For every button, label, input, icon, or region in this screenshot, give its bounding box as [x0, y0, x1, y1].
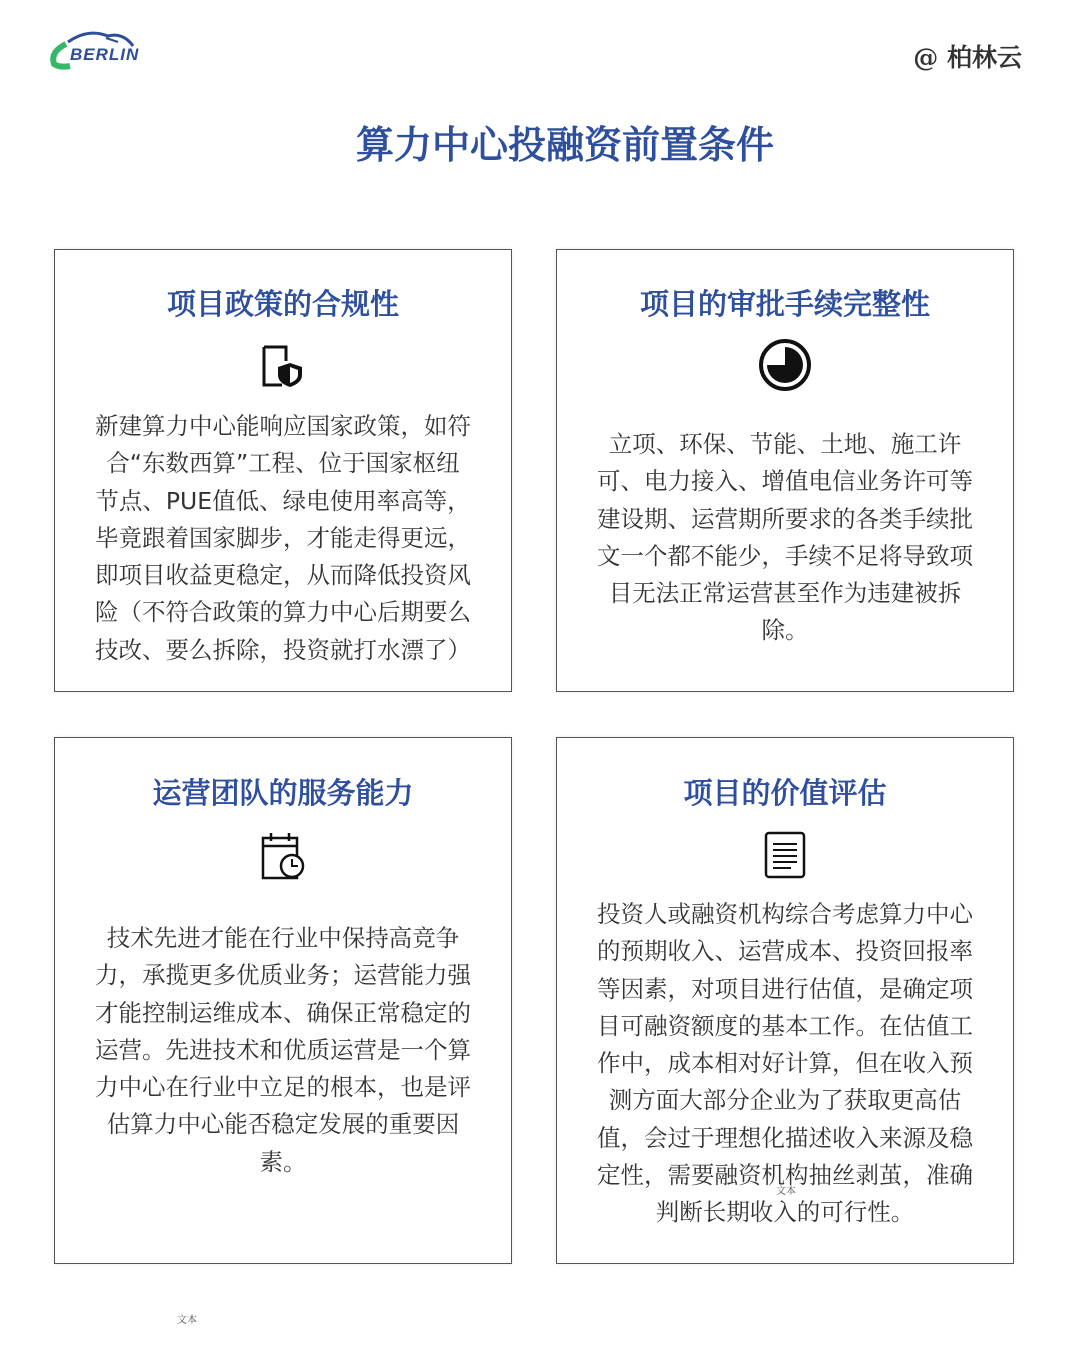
card-body [75, 408, 491, 669]
body-line: 合“东数西算”工程、位于国家枢纽 [106, 449, 460, 478]
body-line: 节点、PUE值低、绿电使用率高等， [95, 486, 471, 515]
card-body [577, 426, 993, 650]
body-line: 判断长期收入的可行性。 [655, 1198, 915, 1227]
document-list-icon [763, 830, 807, 884]
body-line: 定性，需要融资机构抽丝剥茧，准确 [597, 1161, 973, 1190]
page-title: 算力中心投融资前置条件 [355, 123, 774, 167]
card-policy-compliance [54, 249, 512, 692]
card-title: 运营团队的服务能力 [152, 776, 414, 810]
body-line: 毕竟跟着国家脚步，才能走得更远， [95, 523, 471, 552]
body-line: 文一个都不能少，手续不足将导致项 [597, 541, 973, 570]
body-line: 才能控制运维成本、确保正常稳定的 [95, 998, 471, 1027]
logo-text: BERLIN [70, 45, 140, 64]
card-title: 项目政策的合规性 [166, 287, 399, 321]
body-line: 的预期收入、运营成本、投资回报率 [597, 937, 973, 966]
body-line: 除。 [761, 616, 809, 645]
body-line: 测方面大部分企业为了获取更高估 [608, 1086, 962, 1115]
card-body [75, 920, 491, 1181]
body-line: 技改、要么拆除，投资就打水漂了） [95, 635, 471, 664]
calendar-clock-icon [260, 830, 306, 886]
body-line: 力，承揽更多优质业务；运营能力强 [95, 961, 471, 990]
card-title: 项目的审批手续完整性 [639, 287, 930, 321]
card-title: 项目的价值评估 [683, 776, 887, 810]
body-line: 建设期、运营期所要求的各类手续批 [597, 504, 973, 533]
body-line: 力中心在行业中立足的根本，也是评 [95, 1073, 471, 1102]
text-placeholder-label: 文本 [776, 1186, 796, 1197]
body-line: 新建算力中心能响应国家政策，如符 [95, 412, 471, 440]
body-line: 险（不符合政策的算力中心后期要么 [95, 598, 471, 627]
body-line: 投资人或融资机构综合考虑算力中心 [597, 900, 973, 928]
pie-clock-icon [758, 338, 812, 396]
body-line: 运营。先进技术和优质运营是一个算 [95, 1035, 471, 1064]
card-operations-team [54, 737, 512, 1264]
body-line: 可、电力接入、增值电信业务许可等 [597, 467, 973, 496]
body-line: 技术先进才能在行业中保持高竞争 [106, 924, 460, 952]
body-line: 即项目收益更稳定，从而降低投资风 [95, 561, 471, 590]
body-line: 值，会过于理想化描述收入来源及稳 [597, 1123, 973, 1152]
body-line: 素。 [259, 1147, 307, 1176]
body-line: 立项、环保、节能、土地、施工许 [608, 430, 962, 458]
body-line: 作中，成本相对好计算，但在收入预 [597, 1049, 973, 1078]
author-handle: @ 柏林云 [913, 43, 1022, 72]
body-line: 目无法正常运营甚至作为违建被拆 [608, 579, 962, 608]
body-line: 估算力中心能否稳定发展的重要因 [106, 1110, 460, 1139]
shield-document-icon [260, 345, 306, 393]
body-line: 等因素，对项目进行估值，是确定项 [597, 974, 973, 1003]
body-line: 目可融资额度的基本工作。在估值工 [597, 1011, 973, 1040]
text-placeholder-label: 文本 [177, 1315, 197, 1326]
berlin-logo [48, 28, 163, 72]
card-approval-completeness [556, 249, 1014, 692]
